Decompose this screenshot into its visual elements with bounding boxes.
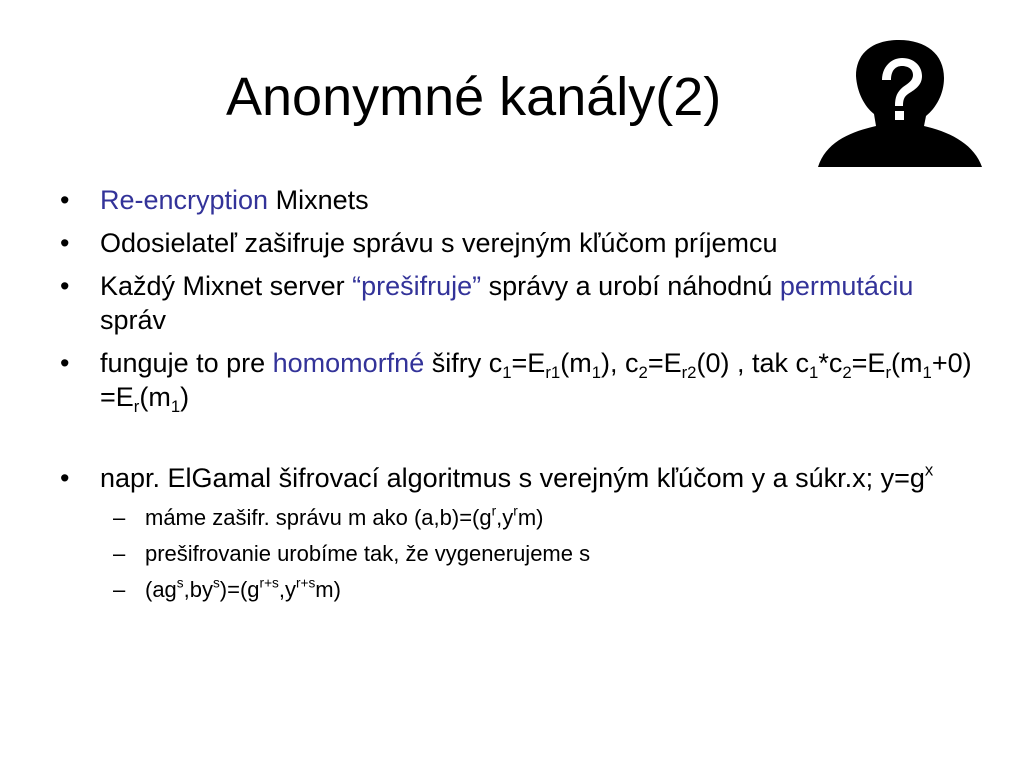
bullet-text: funguje to pre: [100, 348, 273, 378]
subscript: 1: [809, 362, 819, 382]
subscript: r2: [681, 362, 697, 382]
bullet-homomorphic: [58, 346, 978, 414]
formula-text: =E: [647, 348, 682, 378]
formula-text: =E: [511, 348, 546, 378]
subscript: 2: [638, 362, 648, 382]
superscript: r: [513, 503, 518, 519]
superscript: r+s: [259, 575, 279, 591]
subscript: 1: [170, 396, 181, 416]
formula-text: ,y: [496, 505, 514, 530]
bullet-sender-encrypts: [58, 226, 978, 260]
formula-text: (m: [891, 348, 923, 378]
keyword-re-encryption: Re-encryption: [100, 185, 269, 215]
bullet-marker: •: [60, 348, 70, 378]
superscript: x: [924, 460, 934, 480]
formula-text: (ag: [145, 577, 177, 602]
bullet-marker: •: [60, 463, 70, 493]
subscript: 1: [591, 362, 601, 382]
bullet-text: správ: [100, 305, 167, 335]
superscript: r+s: [295, 575, 316, 591]
subscript: r1: [545, 362, 561, 382]
sub-bullet-marker: –: [113, 505, 126, 530]
formula-text: +0) =E: [100, 348, 972, 412]
formula-text: máme zašifr. správu m ako (a,b)=(g: [145, 505, 492, 530]
subscript: 1: [502, 362, 512, 382]
subscript: 2: [842, 362, 852, 382]
bullet-mixnet-server: [58, 269, 978, 337]
formula-text: ,by: [183, 577, 213, 602]
bullet-marker: •: [60, 271, 70, 301]
formula-text: m): [315, 577, 341, 602]
formula-text: ): [180, 382, 190, 412]
bullet-marker: •: [60, 185, 70, 215]
formula-text: )=(g: [219, 577, 260, 602]
bullet-elgamal: [58, 461, 978, 495]
subscript: r: [133, 396, 140, 416]
keyword-presifruje: “prešifruje”: [352, 271, 482, 301]
slide-content: [58, 183, 978, 612]
bullet-text: napr. ElGamal šifrovací algoritmus s verejným kľúčom y a súkr.x; y=g: [100, 463, 925, 493]
subscript: r: [885, 362, 892, 382]
bullet-text: prešifrovanie urobíme tak, že vygenerujeme s: [145, 541, 591, 566]
keyword-permutaciu: permutáciu: [779, 271, 914, 301]
bullet-text: správy a urobí náhodnú: [481, 271, 780, 301]
formula-text: šifry c: [424, 348, 503, 378]
formula-text: (m: [139, 382, 171, 412]
slide-title: Anonymné kanály(2): [226, 67, 722, 127]
bullet-text: Mixnets: [268, 185, 369, 215]
formula-text: ), c: [601, 348, 639, 378]
sub-bullet-encrypted-message: [113, 504, 978, 532]
bullet-text: Odosielateľ zašifruje správu s verejným kľúčom príjemcu: [100, 228, 778, 258]
formula-text: ,y: [278, 577, 296, 602]
superscript: s: [212, 575, 220, 591]
keyword-homomorfne: homomorfné: [272, 348, 425, 378]
superscript: s: [176, 575, 184, 591]
formula-text: (m: [560, 348, 592, 378]
formula-text: *c: [818, 348, 843, 378]
bullet-marker: •: [60, 228, 70, 258]
sub-bullet-marker: –: [113, 541, 126, 566]
sub-bullet-formula: [113, 576, 978, 604]
sub-bullet-marker: –: [113, 577, 126, 602]
formula-text: m): [517, 505, 544, 530]
anonymous-person-icon: [812, 38, 992, 172]
formula-text: (0) , tak c: [696, 348, 810, 378]
sub-bullet-reencryption-step: [113, 540, 978, 568]
bullet-reencryption-mixnets: [58, 183, 978, 217]
bullet-text: Každý Mixnet server: [100, 271, 353, 301]
formula-text: =E: [851, 348, 886, 378]
anonymous-silhouette-graphic: [812, 38, 992, 172]
superscript: r: [491, 503, 497, 519]
subscript: 1: [922, 362, 932, 382]
